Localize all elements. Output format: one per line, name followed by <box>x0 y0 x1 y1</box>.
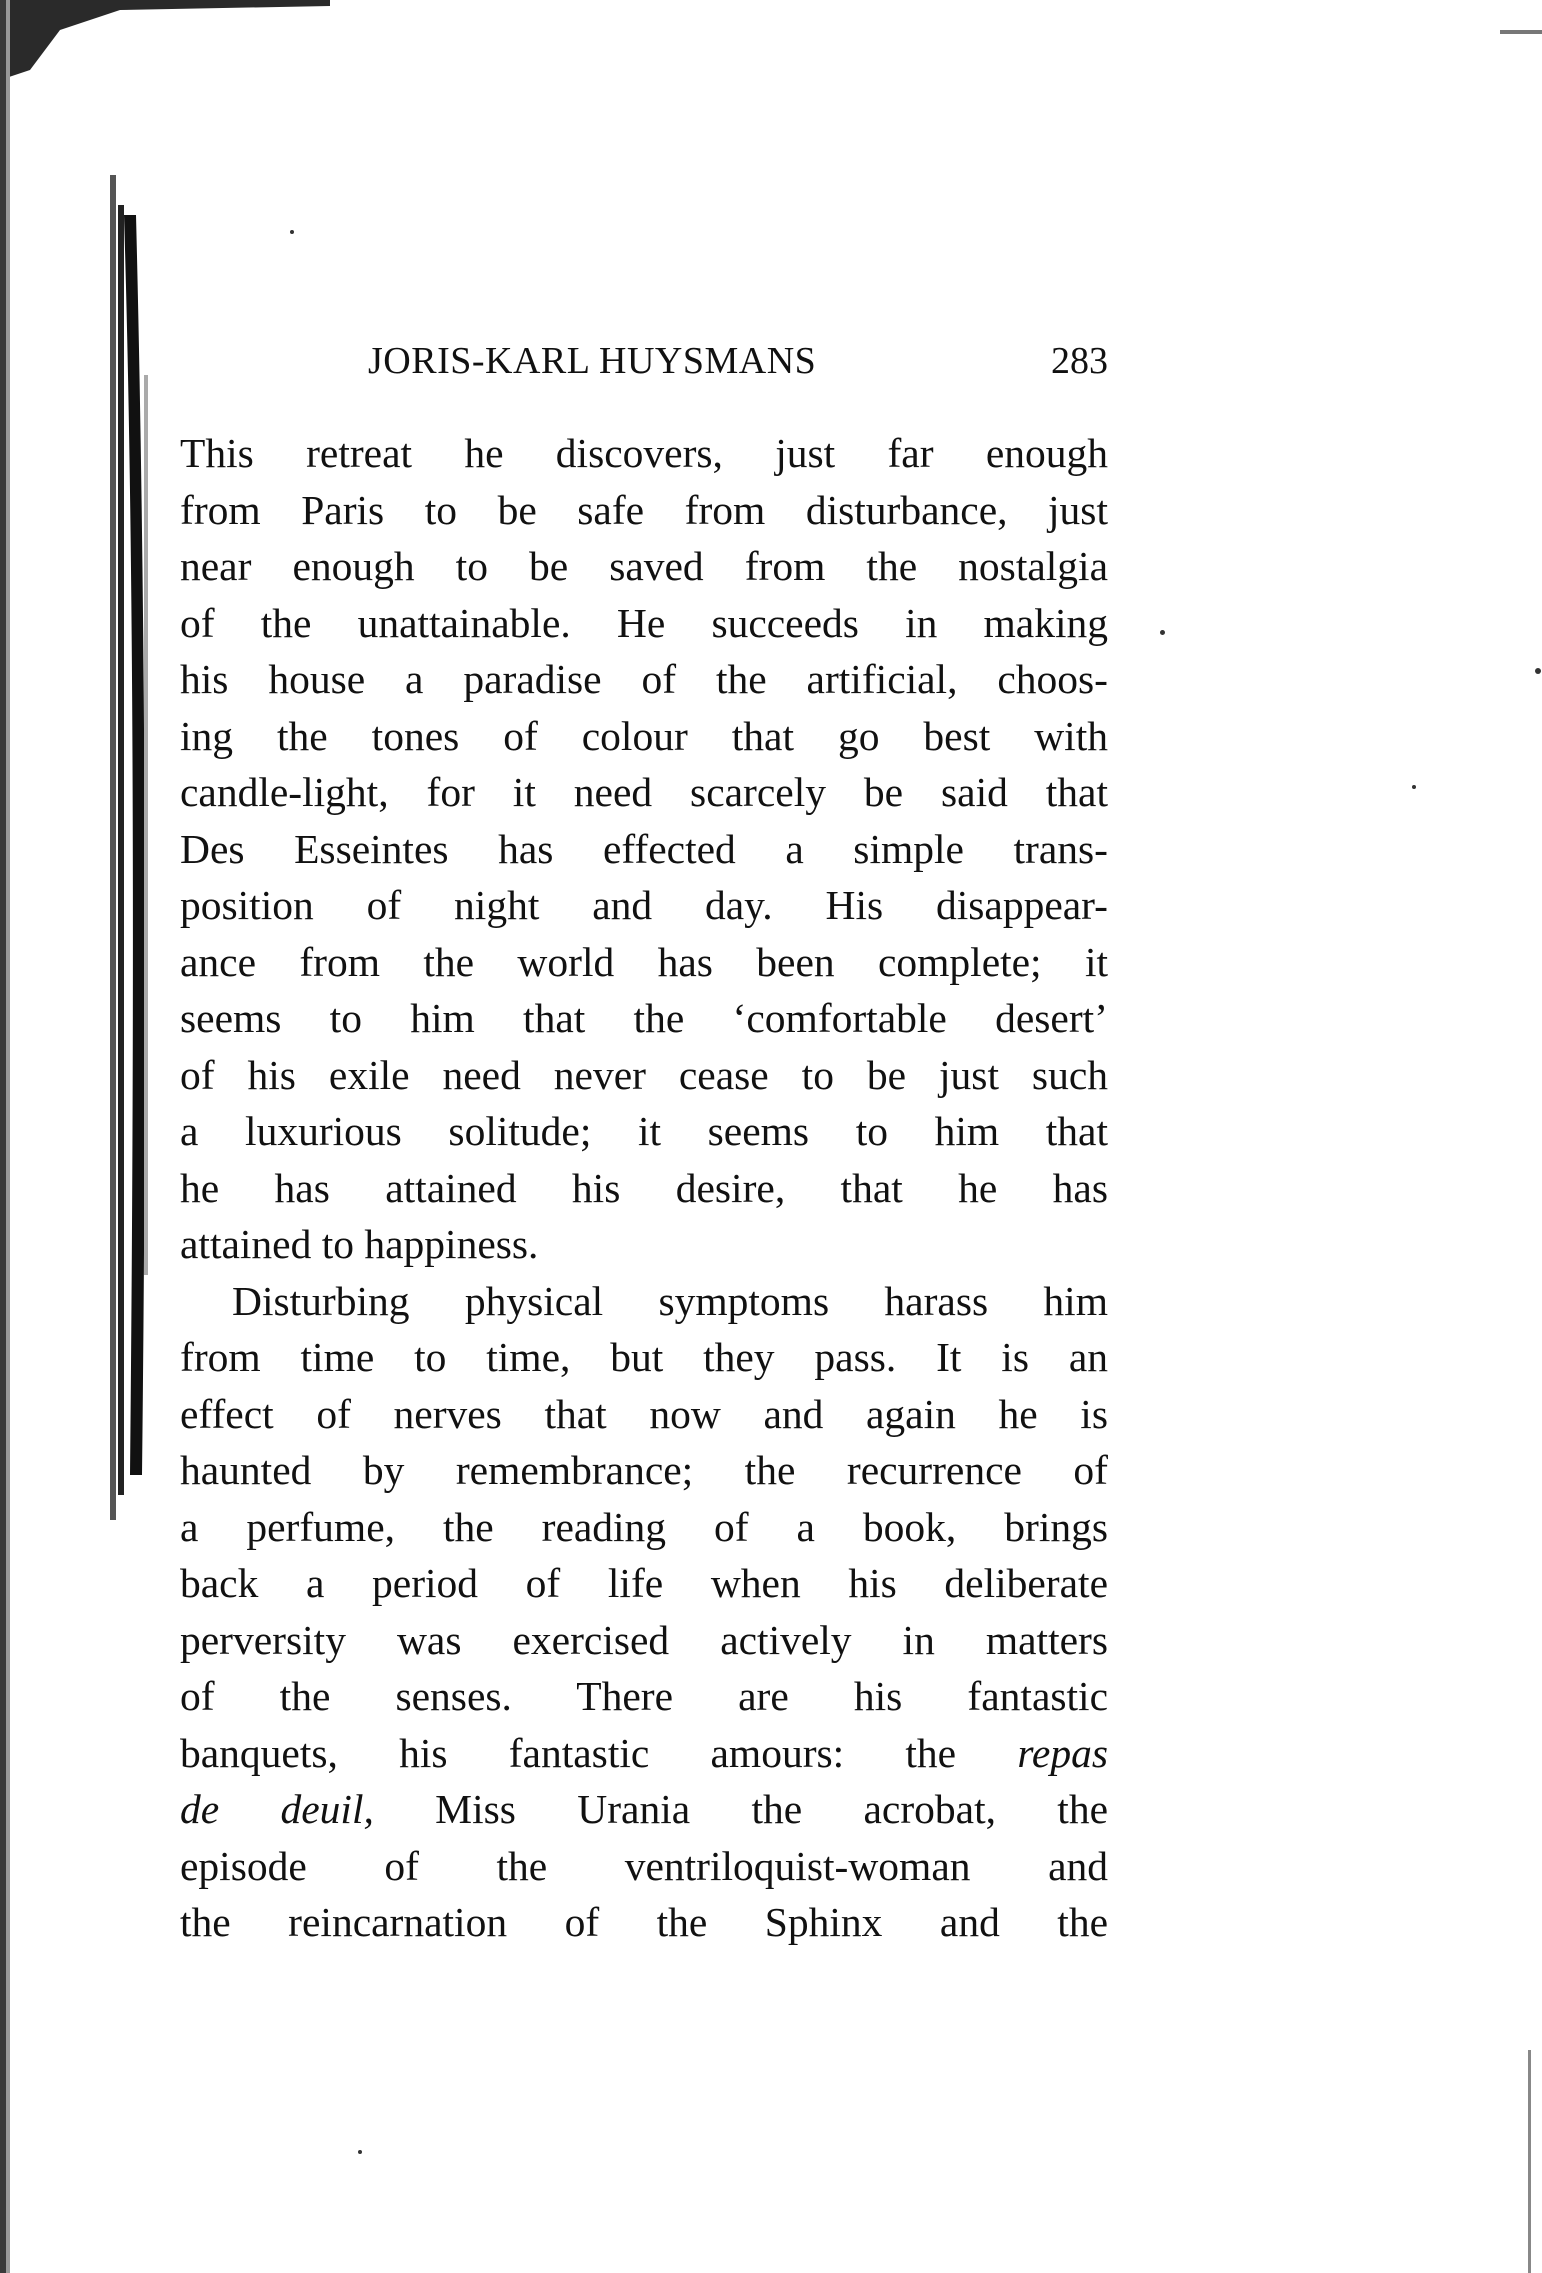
running-title: JORIS-KARL HUYSMANS <box>368 340 817 382</box>
text-line: of the senses. There are his fantastic <box>180 1673 1108 1719</box>
paragraph-2 <box>180 1273 1108 1951</box>
text-line: of his exile need never cease to be just such <box>180 1051 1108 1098</box>
text-line: Disturbing physical symptoms harass him <box>232 1277 1108 1324</box>
text-line: seems to him that the ‘comfortable desert’ <box>180 995 1108 1041</box>
text-run: banquets, his fantastic amours: the <box>180 1729 1018 1776</box>
text-line: candle-light, for it need scarcely be said that <box>180 769 1108 815</box>
text-line: he has attained his desire, that he has <box>180 1164 1108 1211</box>
text-line: near enough to be saved from the nostalgia <box>180 543 1108 589</box>
text-line: of the unattainable. He succeeds in making <box>180 599 1108 646</box>
page-number: 283 <box>1051 340 1108 382</box>
text-line: haunted by remembrance; the recurrence of <box>180 1447 1108 1493</box>
text-line: position of night and day. His disappear- <box>180 882 1108 928</box>
text-line: from time to time, but they pass. It is an <box>180 1334 1108 1380</box>
scan-edge-line <box>1500 30 1542 34</box>
text-line: back a period of life when his deliberate <box>180 1560 1108 1606</box>
text-line: effect of nerves that now and again he is <box>180 1390 1108 1437</box>
text-run: Miss Urania the acrobat, the <box>373 1786 1108 1832</box>
text-line: a luxurious solitude; it seems to him that <box>180 1108 1108 1154</box>
text-line: from Paris to be safe from disturbance, just <box>180 486 1108 533</box>
body-text <box>180 425 1108 1951</box>
text-line <box>180 1725 1108 1782</box>
text-line: episode of the ventriloquist-woman and <box>180 1842 1108 1889</box>
running-head <box>368 336 1108 386</box>
scan-edge-line <box>1528 2050 1531 2273</box>
text-line: attained to happiness. <box>180 1221 539 1267</box>
dust-speck <box>358 2150 362 2154</box>
text-line: ing the tones of colour that go best with <box>180 712 1108 759</box>
paragraph-1 <box>180 425 1108 1273</box>
text-line <box>180 1781 1108 1838</box>
text-line: This retreat he discovers, just far enough <box>180 430 1108 476</box>
text-line: his house a paradise of the artificial, choos- <box>180 656 1108 702</box>
italic-phrase: repas <box>1017 1729 1108 1776</box>
text-line: a perfume, the reading of a book, brings <box>180 1503 1108 1550</box>
italic-phrase: de deuil, <box>180 1786 374 1832</box>
gutter-shadow <box>108 175 153 1520</box>
scan-corner-shadow <box>0 0 330 80</box>
dust-speck <box>1412 785 1416 789</box>
scan-left-edge <box>0 0 40 2273</box>
text-line: ance from the world has been complete; it <box>180 938 1108 985</box>
dust-speck <box>1160 630 1165 635</box>
text-line: Des Esseintes has effected a simple trans- <box>180 825 1108 872</box>
text-line: perversity was exercised actively in matters <box>180 1616 1108 1663</box>
dust-speck <box>1535 668 1541 674</box>
text-line: the reincarnation of the Sphinx and the <box>180 1899 1108 1945</box>
dust-speck <box>290 230 294 234</box>
